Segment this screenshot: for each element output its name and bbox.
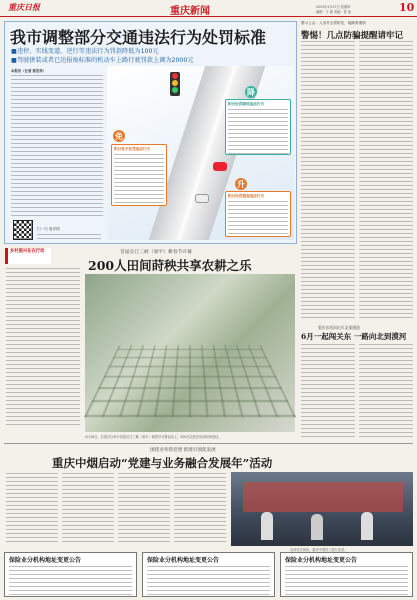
- ad-notice: [4, 552, 137, 597]
- badge-up: 升: [237, 179, 245, 189]
- car-icon: [213, 162, 227, 171]
- bottom-kicker: 围绕业务抓党建 抓建引领促发展: [150, 448, 216, 453]
- qr-caption: 扫一扫 看详情: [37, 227, 60, 231]
- divider: [4, 443, 413, 444]
- box-free: 积分免予处罚违法行为: [111, 144, 167, 206]
- section-title: 重庆新闻: [170, 6, 210, 17]
- traffic-light-icon: [170, 72, 180, 96]
- newspaper-logo: 重庆日报: [8, 2, 40, 12]
- lead-byline: 本报讯（记者 郭发祥）: [11, 69, 47, 73]
- masthead-date: 2023年4月27日 星期四: [316, 5, 351, 9]
- right-mid-kicker: 重庆东西向出川北部通道: [318, 325, 360, 330]
- lead-deck-2: ■驾驶拼装或者已达报废标准的机动车上路行驶罚款上调为2000元: [11, 57, 194, 64]
- bottom-headline: 重庆中烟启动“党建与业务融合发展年”活动: [52, 456, 273, 470]
- masthead: [0, 0, 417, 17]
- lead-body-text: [11, 68, 103, 216]
- right-story-kicker: 警示公众：人身安全需防范，地摊要谨慎: [301, 21, 366, 25]
- ad-notice: [280, 552, 413, 597]
- ad-notice-title: 保险业分机构地址变更公告: [9, 557, 82, 564]
- feature-logo: 乡村振兴在在行动: [5, 248, 51, 264]
- box-down: 积分处罚降低违法行为: [225, 99, 291, 155]
- right-story: [301, 21, 413, 321]
- feature-photo: [85, 274, 295, 432]
- bottom-photo-caption: 启动仪式现场，重庆中烟员工进行宣讲。: [290, 548, 348, 552]
- feature-photo-caption: 4月26日，在梁平区举行首届长江三峡（梁平）耕春节开幕活动上，200名农民在田间同场竞技。: [85, 435, 222, 439]
- lead-deck-1: ■违停、实线变道、逆行等违法行为罚款降低为100元: [11, 48, 159, 55]
- car-icon: [195, 194, 209, 203]
- bottom-photo: [231, 472, 413, 546]
- qr-code[interactable]: [13, 220, 33, 240]
- ad-notice: [142, 552, 275, 597]
- badge-down: 降: [247, 87, 255, 97]
- masthead-editor: 编辑：王 薇 美编：曾 清: [316, 10, 351, 14]
- feature-headline: 200人田间莳秧共享农耕之乐: [88, 258, 252, 273]
- lead-headline: 我市调整部分交通违法行为处罚标准: [10, 28, 267, 47]
- box-up: 积分处罚提高违法行为: [225, 191, 291, 237]
- ad-notice-title: 保险业分机构地址变更公告: [285, 557, 358, 564]
- right-mid-title: 6月一起闯关东 一路向北到漠河: [301, 332, 407, 341]
- ad-notice-title: 保险业分机构地址变更公告: [147, 557, 220, 564]
- feature-kicker: 首届长江三峡（梁平）耕春节开幕: [120, 250, 192, 255]
- infographic: [107, 66, 294, 240]
- right-story-title: 警惕！几点防骗提醒请牢记: [301, 31, 404, 41]
- page-number: 10: [399, 1, 415, 14]
- badge-free: 免: [115, 131, 123, 141]
- lead-story: [4, 21, 297, 244]
- feature-body: [6, 268, 80, 428]
- ad-strip: [4, 552, 413, 597]
